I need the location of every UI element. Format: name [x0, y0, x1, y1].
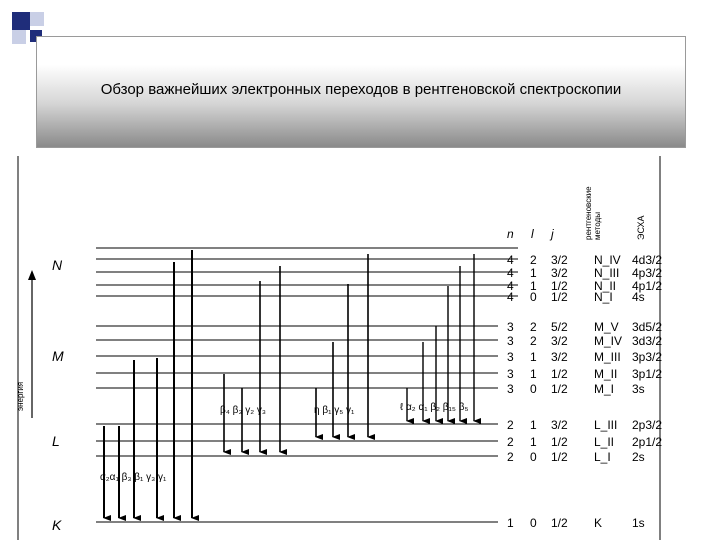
cell-n: 2 — [507, 435, 514, 449]
cell-esca: 3s — [632, 382, 645, 396]
energy-level-diagram — [18, 156, 678, 540]
cell-esca: 4p3/2 — [632, 266, 663, 280]
cell-esca: 3p3/2 — [632, 350, 663, 364]
cell-l: 0 — [530, 382, 537, 396]
cell-j: 1/2 — [551, 450, 568, 464]
col-header-xray-2: методы — [593, 212, 602, 240]
cell-esca: 4d3/2 — [632, 253, 663, 267]
cell-xray: N_III — [594, 266, 620, 280]
level-row — [507, 334, 662, 348]
level-row — [507, 382, 645, 396]
energy-axis-label: энергия — [16, 381, 25, 411]
cell-xray: M_II — [594, 367, 618, 381]
cell-n: 4 — [507, 253, 514, 267]
cell-l: 1 — [530, 418, 537, 432]
level-row — [507, 367, 662, 381]
cell-esca: 2p3/2 — [632, 418, 663, 432]
cell-l: 2 — [530, 334, 537, 348]
cell-xray: L_II — [594, 435, 615, 449]
cell-j: 1/2 — [551, 290, 568, 304]
cell-l: 1 — [530, 367, 537, 381]
level-row — [507, 350, 662, 364]
cell-xray: N_I — [594, 290, 613, 304]
cell-xray: L_I — [594, 450, 611, 464]
cell-j: 3/2 — [551, 334, 568, 348]
corner-square-light-2 — [12, 30, 26, 44]
cell-esca: 4s — [632, 290, 645, 304]
col-header-esca: ЭСХА — [636, 215, 646, 240]
col-header-l: l — [531, 227, 534, 241]
cell-n: 2 — [507, 450, 514, 464]
cell-l: 1 — [530, 350, 537, 364]
cell-esca: 4p1/2 — [632, 279, 663, 293]
l1-series-labels: β₄ β₃ γ₂ γ₃ — [220, 405, 266, 416]
cell-l: 0 — [530, 290, 537, 304]
cell-j: 1/2 — [551, 382, 568, 396]
l2-series-labels: η β₁ γ₅ γ₁ — [314, 405, 355, 416]
cell-j: 1/2 — [551, 516, 568, 530]
cell-xray: N_II — [594, 279, 617, 293]
cell-n: 3 — [507, 367, 514, 381]
slide-title: Обзор важнейших электронных переходов в рентгеновской спектроскопии — [100, 81, 622, 98]
energy-level-svg — [18, 156, 678, 540]
cell-esca: 3d5/2 — [632, 320, 663, 334]
cell-esca: 2s — [632, 450, 645, 464]
corner-square-dark-1 — [12, 12, 30, 30]
level-row — [507, 266, 662, 280]
shell-label-m: M — [52, 348, 64, 364]
cell-l: 1 — [530, 266, 537, 280]
cell-xray: N_IV — [594, 253, 621, 267]
cell-xray: M_III — [594, 350, 621, 364]
cell-n: 3 — [507, 382, 514, 396]
l3-series-labels: ℓ α₂ α₁ β₂ β₁₅ β₅ — [400, 402, 469, 413]
cell-j: 5/2 — [551, 320, 568, 334]
cell-xray: M_V — [594, 320, 619, 334]
level-row — [507, 290, 645, 304]
cell-n: 4 — [507, 266, 514, 280]
cell-xray: M_IV — [594, 334, 623, 348]
cell-l: 2 — [530, 253, 537, 267]
cell-esca: 2p1/2 — [632, 435, 663, 449]
level-row — [507, 320, 662, 334]
cell-esca: 3d3/2 — [632, 334, 663, 348]
corner-square-light-1 — [30, 12, 44, 26]
l3-series-transitions — [407, 254, 474, 421]
cell-xray: M_I — [594, 382, 615, 396]
cell-n: 3 — [507, 334, 514, 348]
cell-n: 2 — [507, 418, 514, 432]
cell-xray: K — [594, 516, 603, 530]
cell-j: 1/2 — [551, 279, 568, 293]
cell-n: 3 — [507, 320, 514, 334]
col-header-n: n — [507, 227, 514, 241]
cell-l: 1 — [530, 279, 537, 293]
cell-j: 3/2 — [551, 350, 568, 364]
shell-label-l: L — [52, 433, 60, 449]
shell-label-k: K — [52, 517, 62, 533]
cell-xray: L_III — [594, 418, 618, 432]
cell-n: 1 — [507, 516, 514, 530]
cell-l: 2 — [530, 320, 537, 334]
cell-n: 3 — [507, 350, 514, 364]
cell-j: 3/2 — [551, 253, 568, 267]
cell-j: 3/2 — [551, 418, 568, 432]
cell-n: 4 — [507, 279, 514, 293]
col-header-xray-1: рентгеновские — [584, 186, 593, 240]
level-row — [507, 253, 662, 267]
cell-l: 0 — [530, 516, 537, 530]
level-table — [507, 253, 662, 530]
cell-j: 1/2 — [551, 367, 568, 381]
cell-n: 4 — [507, 290, 514, 304]
cell-j: 3/2 — [551, 266, 568, 280]
level-row — [507, 418, 662, 432]
cell-esca: 3p1/2 — [632, 367, 663, 381]
cell-l: 1 — [530, 435, 537, 449]
cell-esca: 1s — [632, 516, 645, 530]
level-row — [507, 450, 645, 464]
level-row — [507, 435, 662, 449]
energy-axis-arrowhead — [28, 270, 36, 280]
cell-j: 1/2 — [551, 435, 568, 449]
k-series-labels: α₂α₁ β₃ β₁ γ₃ γ₁ — [100, 472, 167, 483]
title-banner — [36, 36, 686, 148]
level-row — [507, 516, 645, 530]
shell-label-n: N — [52, 257, 63, 273]
cell-l: 0 — [530, 450, 537, 464]
col-header-j: j — [551, 227, 554, 241]
